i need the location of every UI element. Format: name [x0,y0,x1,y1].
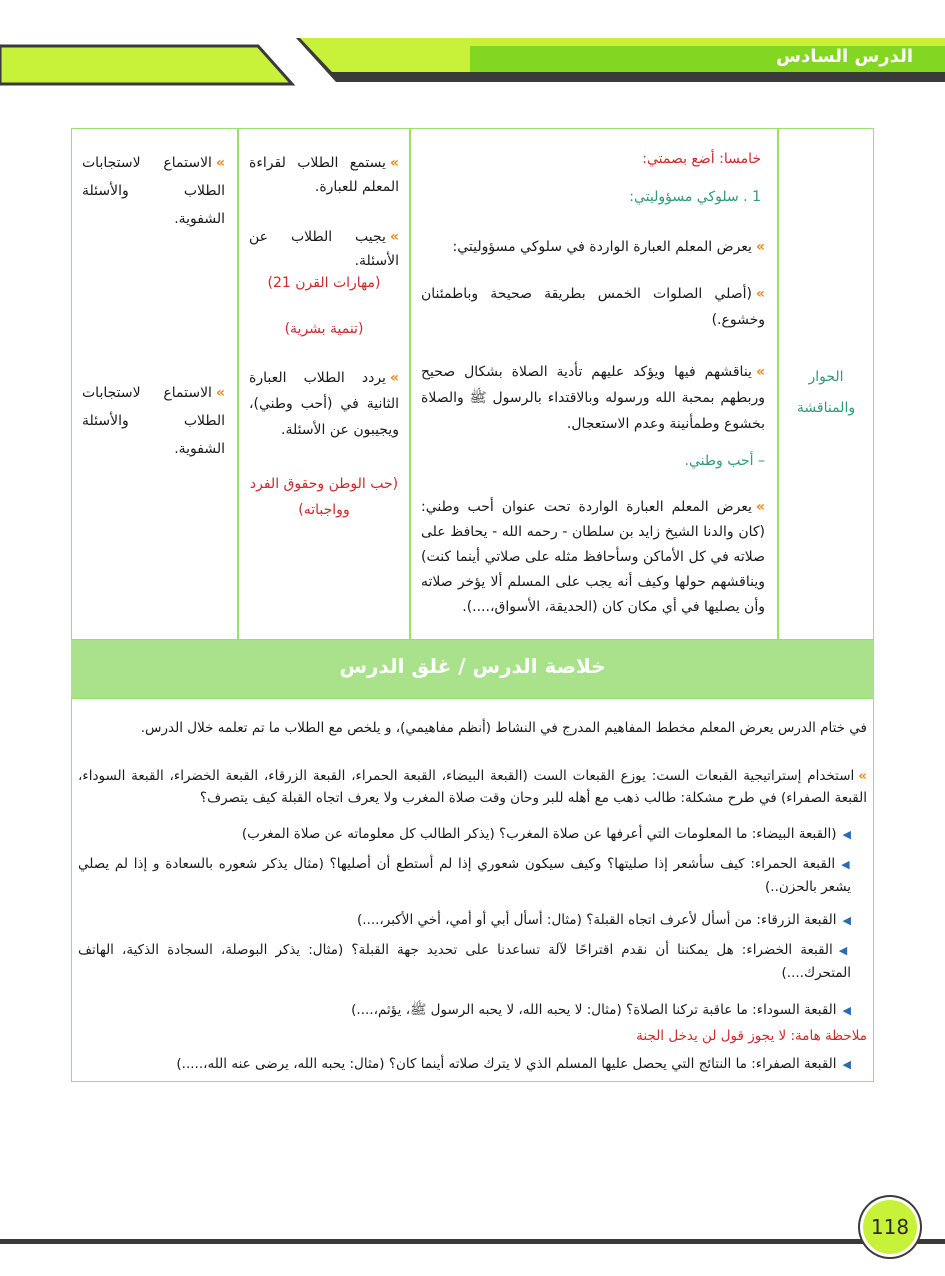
summary-strategy [78,765,867,809]
bullet-icon: » [755,239,765,255]
summary-intro: في ختام الدرس يعرض المعلم مخطط المفاهيم المدرج في النشاط (أنظم مفاهيمي)، و يلخص مع الطلاب ما تم تعلمه خلال الدرس. [140,720,867,736]
student-activity-1 [249,151,399,199]
skill-tag-2: (تنمية بشرية) [284,321,364,337]
section-subheading-2: – أحب وطني. [684,453,765,469]
paragraph-4 [421,495,765,620]
student-activity-2 [249,225,399,273]
lesson-table [71,128,874,640]
student-activities-column [237,129,409,639]
student-activity-1-text: يستمع الطلاب لقراءة المعلم للعبارة. [249,155,399,195]
assessment-2-text: الاستماع لاستجابات الطلاب والأسئلة الشفوية. [82,385,225,457]
skill-tag-1: (مهارات القرن 21) [267,275,381,291]
teacher-activities-column [409,129,777,639]
stage-label-2: والمناقشة [796,400,856,416]
paragraph-4-text: يعرض المعلم العبارة الواردة تحت عنوان أحب وطني: (كان والدنا الشيخ زايد بن سلطان - رحمه الله - يحافظ على صلاته في كل الأماكن وسأحافظ مثله على صلاتي أينما كنت) ويناقشهم حولها وكيف أنه يجب على المسلم ألا يؤخر صلاته وأن يصليها في أي مكان كان (الحديقة، الأسواق،....). [421,499,765,615]
summary-box [71,698,874,1082]
hat-item-white-text: (القبعة البيضاء: ما المعلومات التي أعرفها عن صلاة المغرب؟ (يذكر الطالب كل معلوماته عن صلاة المغرب) [241,826,837,842]
footer-rule [0,1239,945,1244]
bullet-icon: » [755,364,765,380]
hat-item-green [78,939,851,984]
hat-item-black-text: القبعة السوداء: ما عاقبة تركنا الصلاة؟ (مثال: لا يحبه الله، لا يحبه الرسول ﷺ، يؤثم،....) [351,1002,837,1018]
bullet-icon: » [858,768,867,784]
summary-strategy-text: استخدام إستراتيجية القبعات الست: يوزع القبعات الست (القبعة البيضاء، القبعة الحمراء، القبعة الزرقاء، القبعة الخضراء، القبعة السوداء، القبعة الصفراء) في طرح مشكلة: طالب ذهب مع أهله للبر وحان وقت صلاة المغرب ولا يعرف اتجاه القبلة كيف يتصرف؟ [78,768,867,806]
bullet-icon: » [215,385,225,401]
page-number: 118 [870,1215,910,1239]
stage-label-1: الحوار [808,369,844,385]
triangle-bullet-icon: ◀ [842,828,851,841]
summary-title: خلاصة الدرس / غلق الدرس [339,654,606,678]
assessment-1-text: الاستماع لاستجابات الطلاب والأسئلة الشفوية. [82,155,225,227]
skill-tag-3: (حب الوطن وحقوق الفرد وواجباته) [249,476,399,518]
assessment-column [70,129,237,639]
student-activity-3 [249,365,399,443]
hat-item-blue [78,909,851,932]
bullet-icon: » [389,155,399,171]
page-number-badge [863,1200,917,1254]
assessment-2 [82,379,225,463]
bullet-icon: » [755,286,765,302]
student-activity-3-text: يردد الطلاب العبارة الثانية في (أحب وطني)، ويجيبون عن الأسئلة. [249,370,399,438]
hat-item-green-text: القبعة الخضراء: هل يمكننا أن نقدم اقتراحًا لآلة تساعدنا على تحديد جهة القبلة؟ (مثال: يذكر البوصلة، السجادة الذكية، الهاتف المتحرك....) [78,942,851,981]
paragraph-2-text: (أصلي الصلوات الخمس بطريقة صحيحة وباطمئنان وخشوع.) [421,286,765,328]
section-subheading: 1 . سلوكي مسؤوليتي: [629,189,761,205]
assessment-1 [82,149,225,233]
triangle-bullet-icon: ◀ [841,858,851,871]
paragraph-2 [421,281,765,333]
bullet-icon: » [215,155,225,171]
triangle-bullet-icon: ◀ [842,1058,851,1071]
important-note: ملاحظة هامة: لا يجوز قول لن يدخل الجنة [636,1028,867,1044]
section-heading: خامسا: أضع بصمتي: [642,151,761,167]
paragraph-3 [421,359,765,437]
hat-item-white [78,823,851,846]
hat-item-yellow-text: القبعة الصفراء: ما النتائج التي يحصل عليها المسلم الذي لا يترك صلاته أينما كان؟ (مثال: يحبه الله، يرضى عنه الله،.....) [176,1056,837,1072]
triangle-bullet-icon: ◀ [842,1004,851,1017]
hat-item-blue-text: القبعة الزرقاء: من أسأل لأعرف اتجاه القبلة؟ (مثال: أسأل أبي أو أمي، أخي الأكبر،....) [357,912,837,928]
triangle-bullet-icon: ◀ [838,944,851,957]
summary-header [71,640,874,698]
hat-item-black [78,999,851,1022]
bullet-icon: » [389,229,399,245]
bullet-icon: » [389,370,399,386]
hat-item-yellow [78,1053,851,1076]
stage-column [777,129,873,639]
student-activity-2-text: يجيب الطلاب عن الأسئلة. [249,229,399,269]
paragraph-1 [421,235,765,259]
paragraph-1-text: يعرض المعلم العبارة الواردة في سلوكي مسؤوليتي: [452,239,752,255]
lesson-title: الدرس السادس [776,46,913,67]
hat-item-red-text: القبعة الحمراء: كيف سأشعر إذا صليتها؟ وكيف سيكون شعوري إذا لم أستطع أن أصليها؟ (مثال يذكر شعوره بالسعادة و إذا لم يصلي يشعر بالحزن..) [78,856,851,895]
bullet-icon: » [755,499,765,515]
triangle-bullet-icon: ◀ [842,914,851,927]
hat-item-red [78,853,851,898]
paragraph-3-text: يناقشهم فيها ويؤكد عليهم تأدية الصلاة بشكال صحيح وربطهم بمحبة الله ورسوله وبالاقتداء بالرسول ﷺ والصلاة بخشوع وطمأنينة وعدم الاستعجال. [421,364,765,432]
